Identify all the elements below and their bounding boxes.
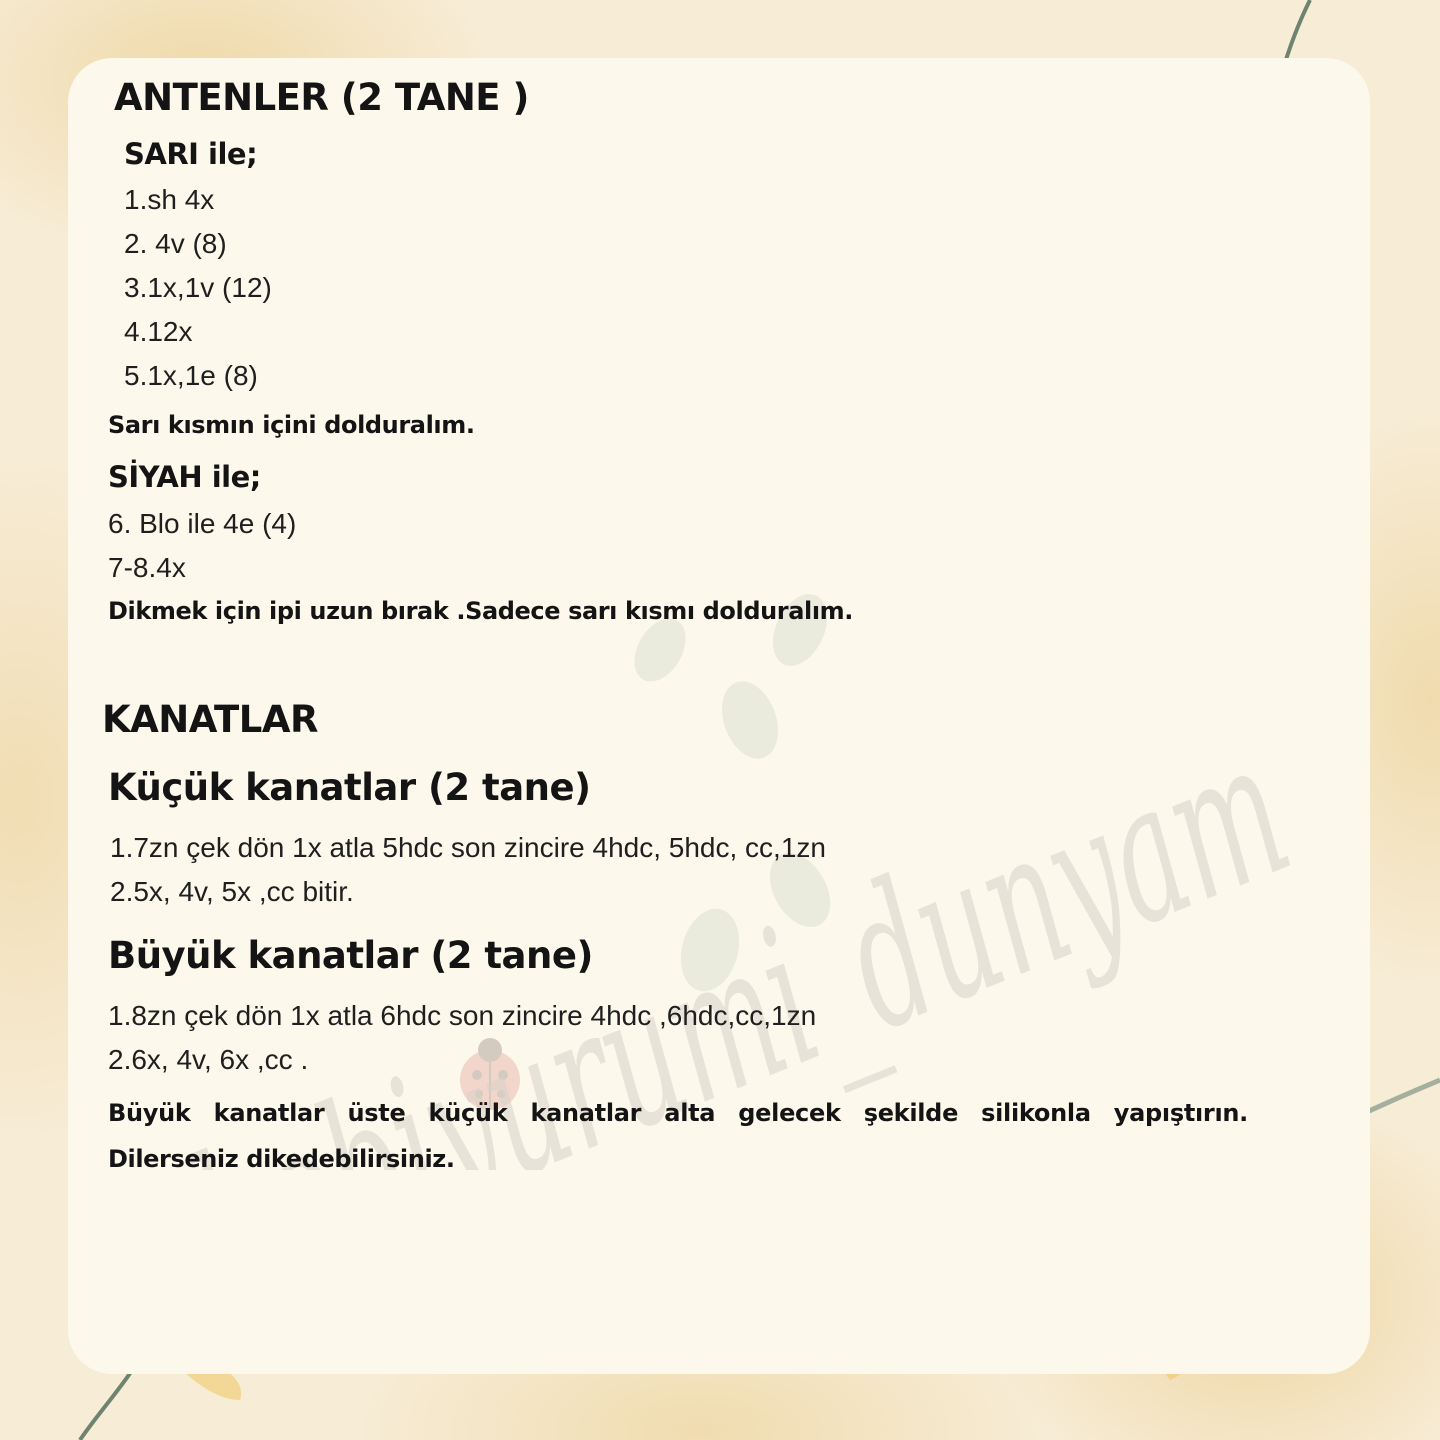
buyuk-step-1: 1.8zn çek dön 1x atla 6hdc son zincire 4hdc ,6hdc,cc,1zn	[108, 1000, 817, 1031]
sari-step-2: 2. 4v (8)	[124, 228, 227, 259]
buyuk-heading: Büyük kanatlar (2 tane)	[108, 934, 593, 977]
kucuk-step-2: 2.5x, 4v, 5x ,cc bitir.	[110, 876, 354, 907]
sari-step-1: 1.sh 4x	[124, 184, 215, 215]
sari-note: Sarı kısmın içini dolduralım.	[108, 411, 475, 439]
buyuk-step-2: 2.6x, 4v, 6x ,cc .	[108, 1044, 309, 1075]
sari-step-4: 4.12x	[124, 316, 193, 347]
kucuk-heading: Küçük kanatlar (2 tane)	[108, 766, 591, 809]
sari-heading: SARI ile;	[124, 137, 258, 171]
leaf-icon	[600, 560, 860, 1020]
sari-step-5: 5.1x,1e (8)	[124, 360, 258, 391]
siyah-note: Dikmek için ipi uzun bırak .Sadece sarı kısmı dolduralım.	[108, 597, 854, 625]
final-note-line-2: Dilerseniz dikedebilirsiniz.	[108, 1145, 455, 1173]
siyah-step-1: 6. Blo ile 4e (4)	[108, 508, 297, 539]
final-note-line-1: Büyük kanatlar üste küçük kanatlar alta gelecek şekilde silikonla yapıştırın.	[108, 1099, 1248, 1127]
siyah-heading: SİYAH ile;	[108, 460, 261, 494]
antenler-title: ANTENLER (2 TANE )	[114, 76, 529, 119]
sari-step-3: 3.1x,1v (12)	[124, 272, 272, 303]
kanatlar-title: KANATLAR	[102, 698, 318, 741]
siyah-step-2: 7-8.4x	[108, 552, 186, 583]
kucuk-step-1: 1.7zn çek dön 1x atla 5hdc son zincire 4hdc, 5hdc, cc,1zn	[110, 832, 826, 863]
